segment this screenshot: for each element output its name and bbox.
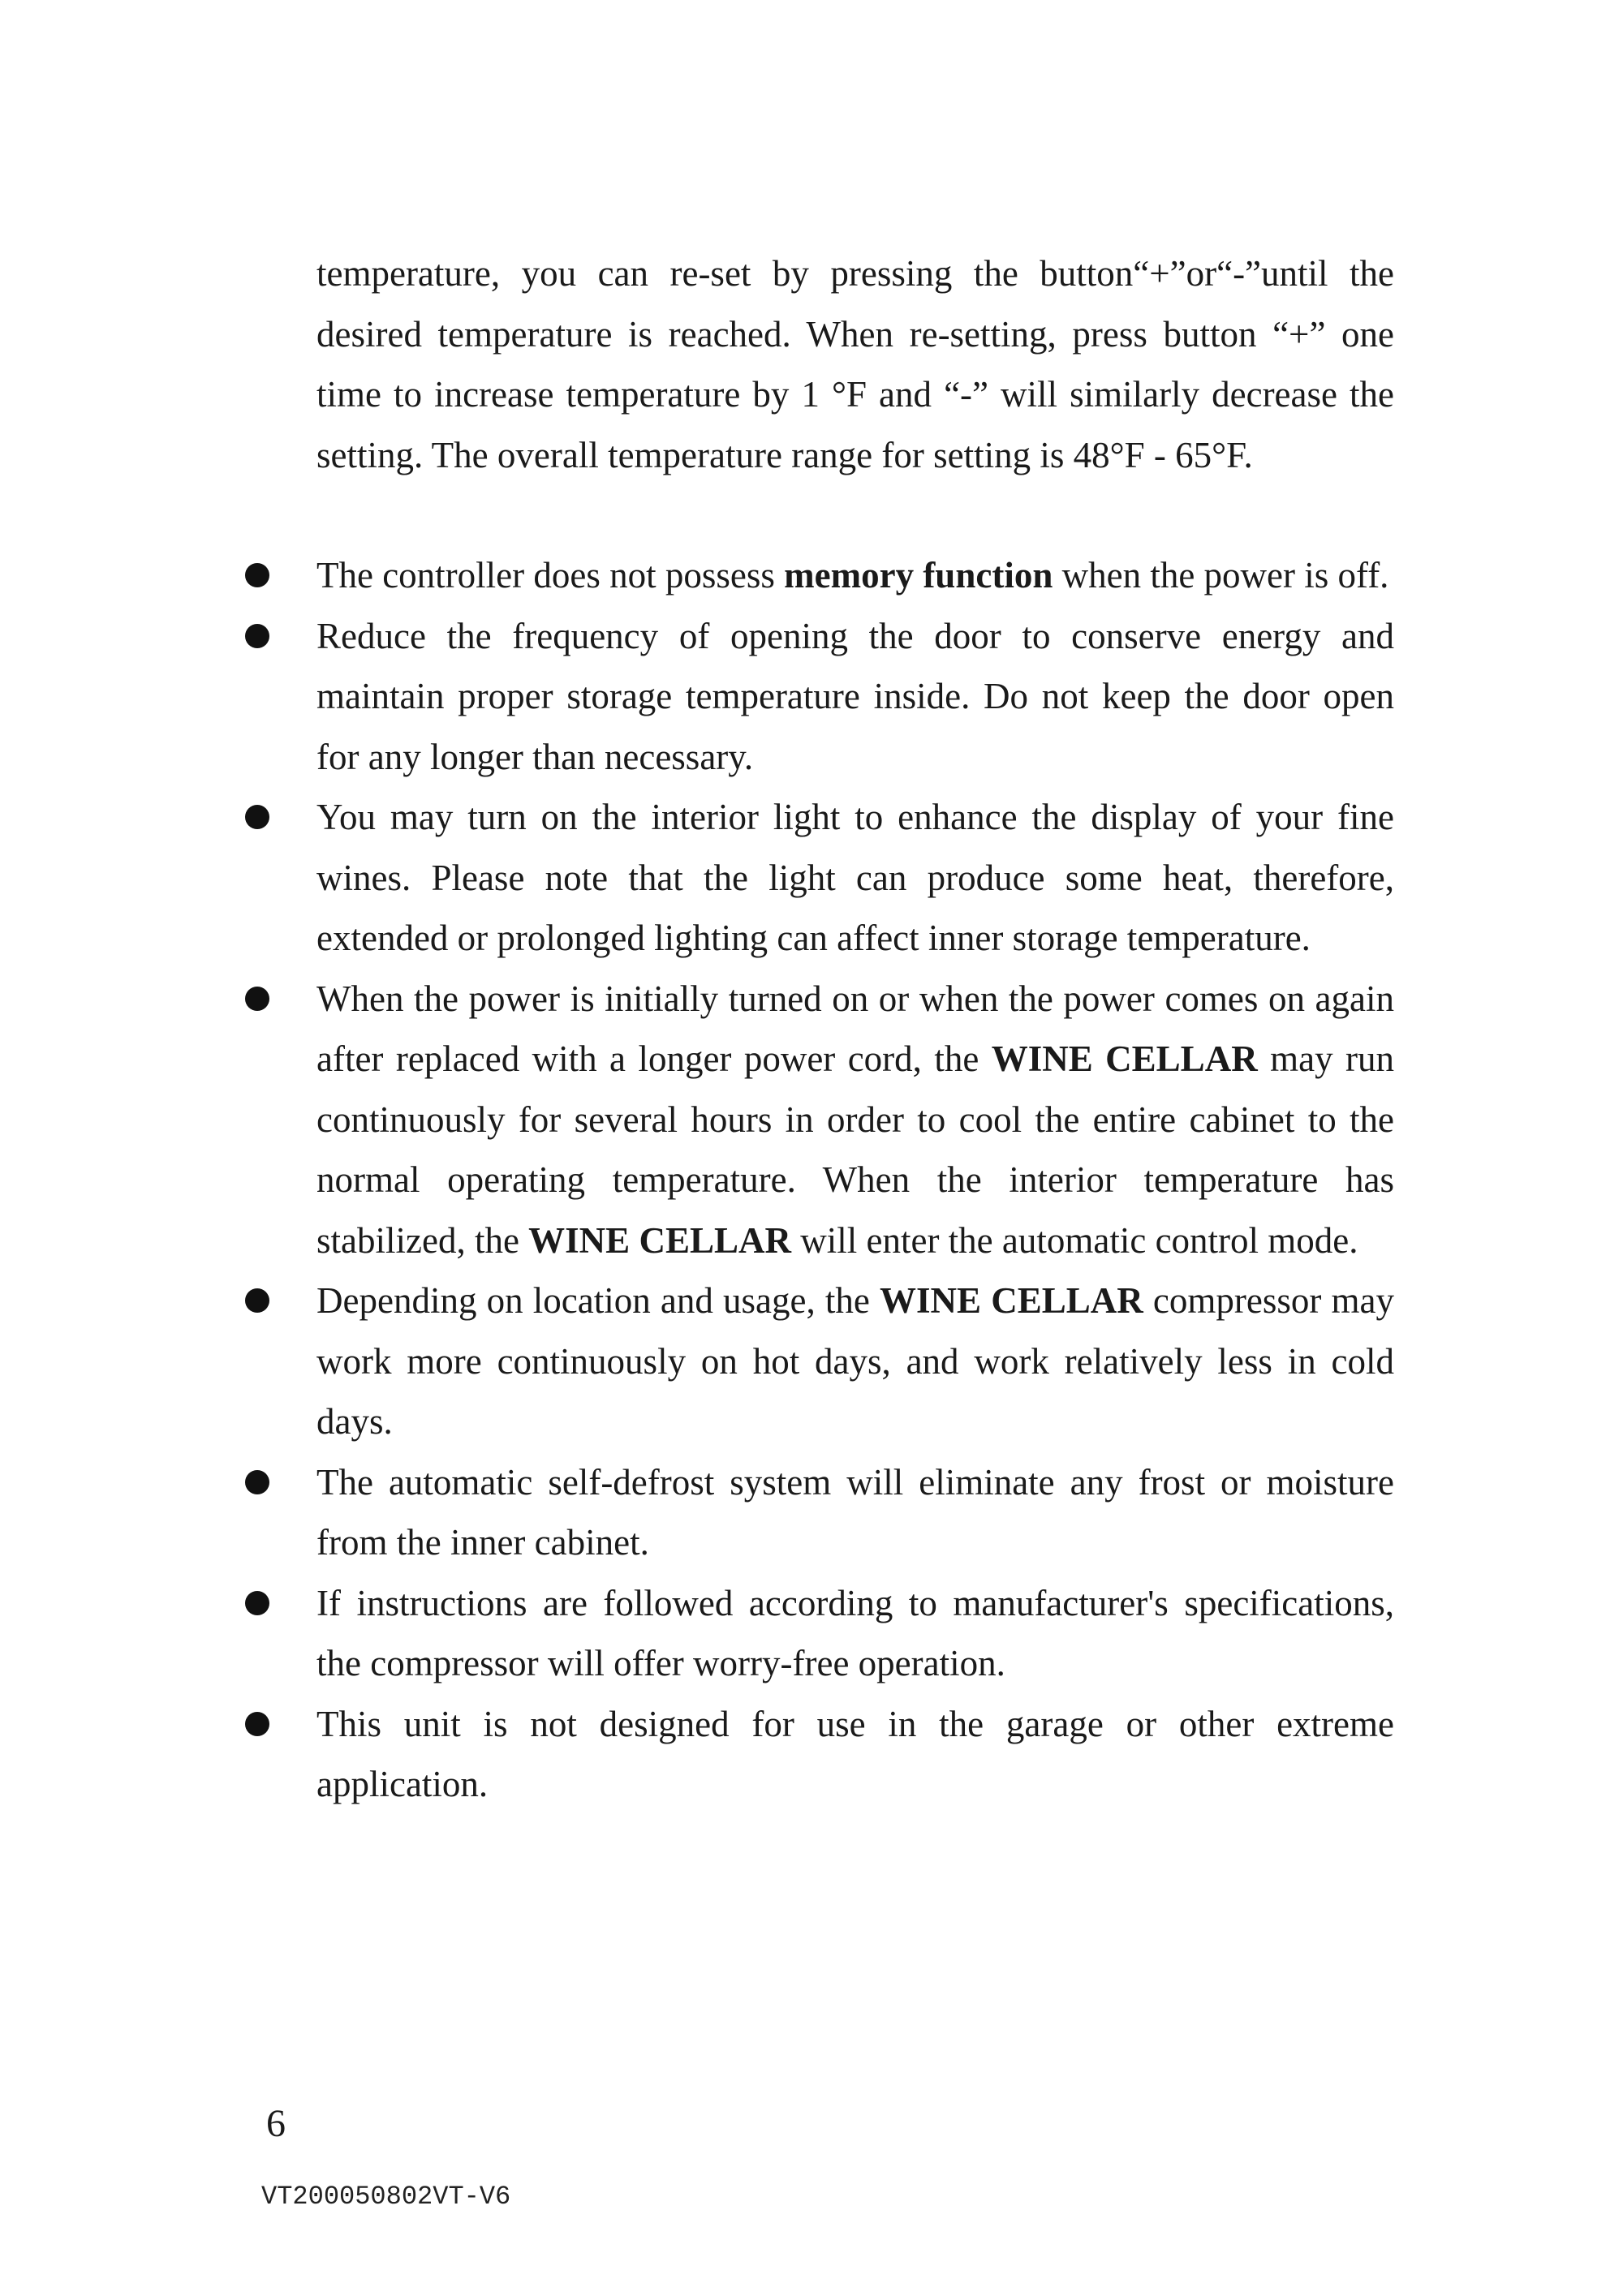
bullet-dot-icon <box>245 1470 269 1494</box>
list-item-text: You may turn on the interior light to enhance the display of your fine wines. Please note that the light can produce some heat, therefore, extended or prolonged lighting can affect inner storage temperature. <box>316 797 1394 958</box>
list-item <box>316 969 1394 1271</box>
list-item <box>316 545 1394 606</box>
document-code: VT200050802VT-V6 <box>261 2182 511 2212</box>
page-number: 6 <box>266 2102 286 2145</box>
list-item-text: Reduce the frequency of opening the door to conserve energy and maintain proper storage temperature inside. Do not keep the door open for any longer than necessary. <box>316 615 1394 777</box>
bullet-list <box>316 545 1394 1815</box>
list-item <box>316 1452 1394 1573</box>
bullet-dot-icon <box>245 1288 269 1313</box>
list-item <box>316 1271 1394 1452</box>
bullet-dot-icon <box>245 805 269 829</box>
list-item <box>316 1573 1394 1694</box>
list-item <box>316 606 1394 788</box>
bullet-dot-icon <box>245 987 269 1011</box>
bullet-dot-icon <box>245 1712 269 1736</box>
bullet-dot-icon <box>245 563 269 587</box>
list-item-text: The automatic self-defrost system will eliminate any frost or moisture from the inner cabinet. <box>316 1461 1394 1563</box>
bullet-dot-icon <box>245 1591 269 1615</box>
list-item <box>316 1694 1394 1815</box>
intro-paragraph: temperature, you can re-set by pressing the button“+”or“-”until the desired temperature is reached. When re-setting, press button “+” one time to increase temperature by 1 °F and “-” will similarly decrease the setting. The overall temperature range for setting is 48°F - 65°F. <box>316 253 1394 475</box>
list-item <box>316 787 1394 969</box>
bullet-dot-icon <box>245 624 269 648</box>
list-item-text: The controller does not possess memory function when the power is off. <box>316 555 1389 595</box>
list-item-text: When the power is initially turned on or when the power comes on again after replaced with a longer power cord, the WINE CELLAR may run continuously for several hours in order to cool the entire cabinet to the normal operating temperature. When the interior temperature has stabilized, the WINE CELLAR will enter the automatic control mode. <box>316 978 1394 1261</box>
list-item-text: If instructions are followed according to manufacturer's specifications, the compressor will offer worry-free operation. <box>316 1582 1394 1683</box>
list-item-text: This unit is not designed for use in the garage or other extreme application. <box>316 1703 1394 1804</box>
list-item-text: Depending on location and usage, the WINE CELLAR compressor may work more continuously on hot days, and work relatively less in cold days. <box>316 1280 1395 1442</box>
